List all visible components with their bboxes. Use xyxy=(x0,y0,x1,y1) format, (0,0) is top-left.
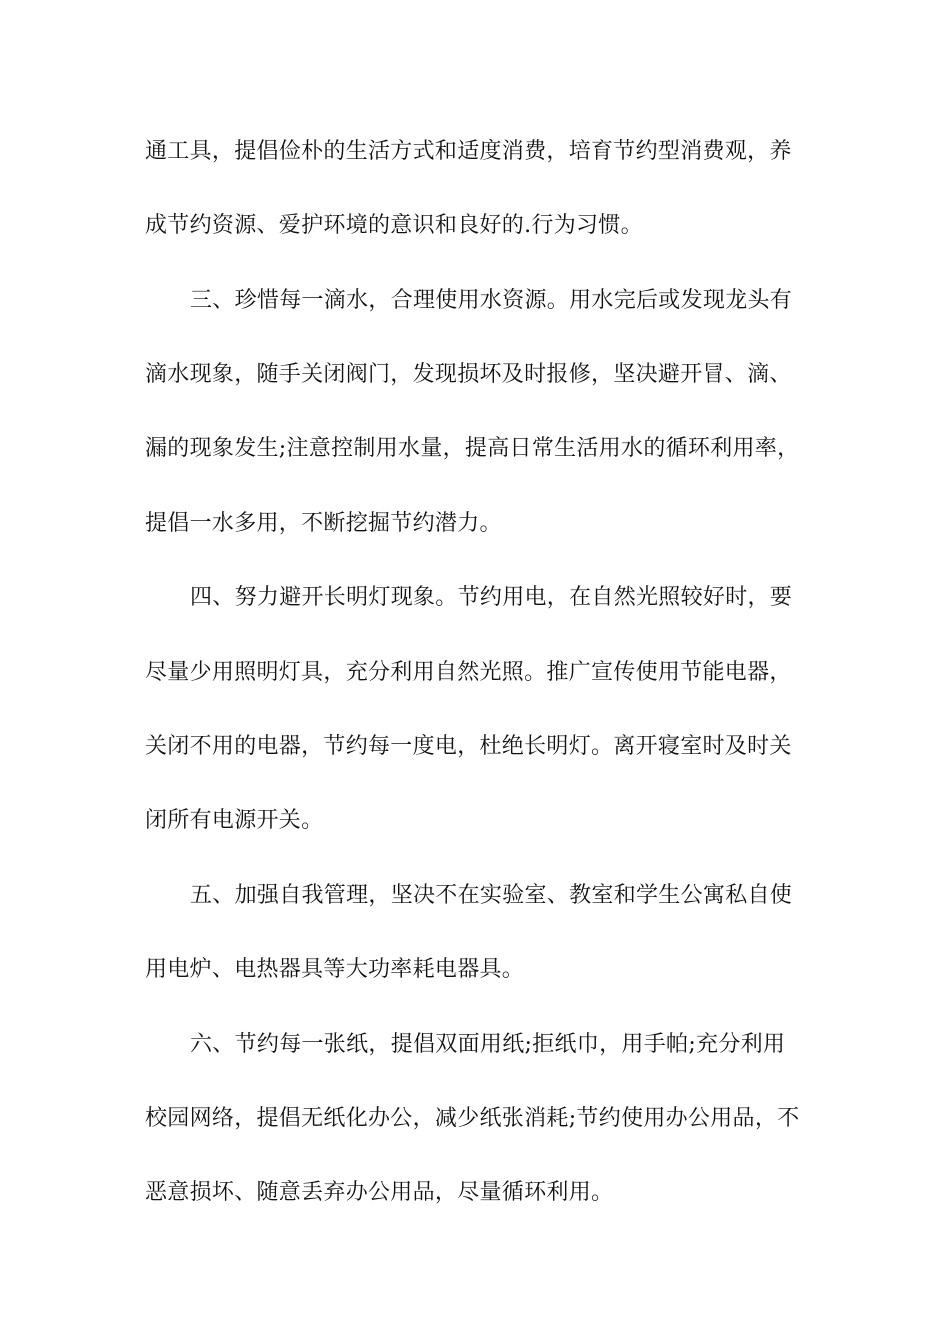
text-line: 通工具，提倡俭朴的生活方式和适度消费，培育节约型消费观，养 xyxy=(145,139,792,164)
text-line: 提倡一水多用，不断挖掘节约潜力。 xyxy=(145,511,502,536)
text-line: 恶意损坏、随意丢弃办公用品，尽量循环利用。 xyxy=(145,1180,614,1205)
paragraph-start-line: 四、努力避开长明灯现象。节约用电，在自然光照较好时，要 xyxy=(190,585,793,610)
text-line: 漏的现象发生;注意控制用水量，提高日常生活用水的循环利用率， xyxy=(145,436,800,461)
paragraph-start-line: 三、珍惜每一滴水，合理使用水资源。用水完后或发现龙头有 xyxy=(190,288,793,313)
text-line: 尽量少用照明灯具，充分利用自然光照。推广宣传使用节能电器， xyxy=(145,660,792,685)
text-line: 校园网络，提倡无纸化办公，减少纸张消耗;节约使用办公用品，不 xyxy=(145,1106,800,1131)
text-line: 滴水现象，随手关闭阀门，发现损坏及时报修，坚决避开冒、滴、 xyxy=(145,362,792,387)
text-line: 用电炉、电热器具等大功率耗电器具。 xyxy=(145,957,525,982)
paragraph-start-line: 五、加强自我管理，坚决不在实验室、教室和学生公寓私自使 xyxy=(190,883,793,908)
paragraph-start-line: 六、节约每一张纸，提倡双面用纸;拒纸巾，用手帕;充分利用 xyxy=(190,1032,786,1057)
text-line: 关闭不用的电器，节约每一度电，杜绝长明灯。离开寝室时及时关 xyxy=(145,734,792,759)
text-line: 成节约资源、爱护环境的意识和良好的.行为习惯。 xyxy=(145,213,643,238)
text-line: 闭所有电源开关。 xyxy=(145,808,324,833)
